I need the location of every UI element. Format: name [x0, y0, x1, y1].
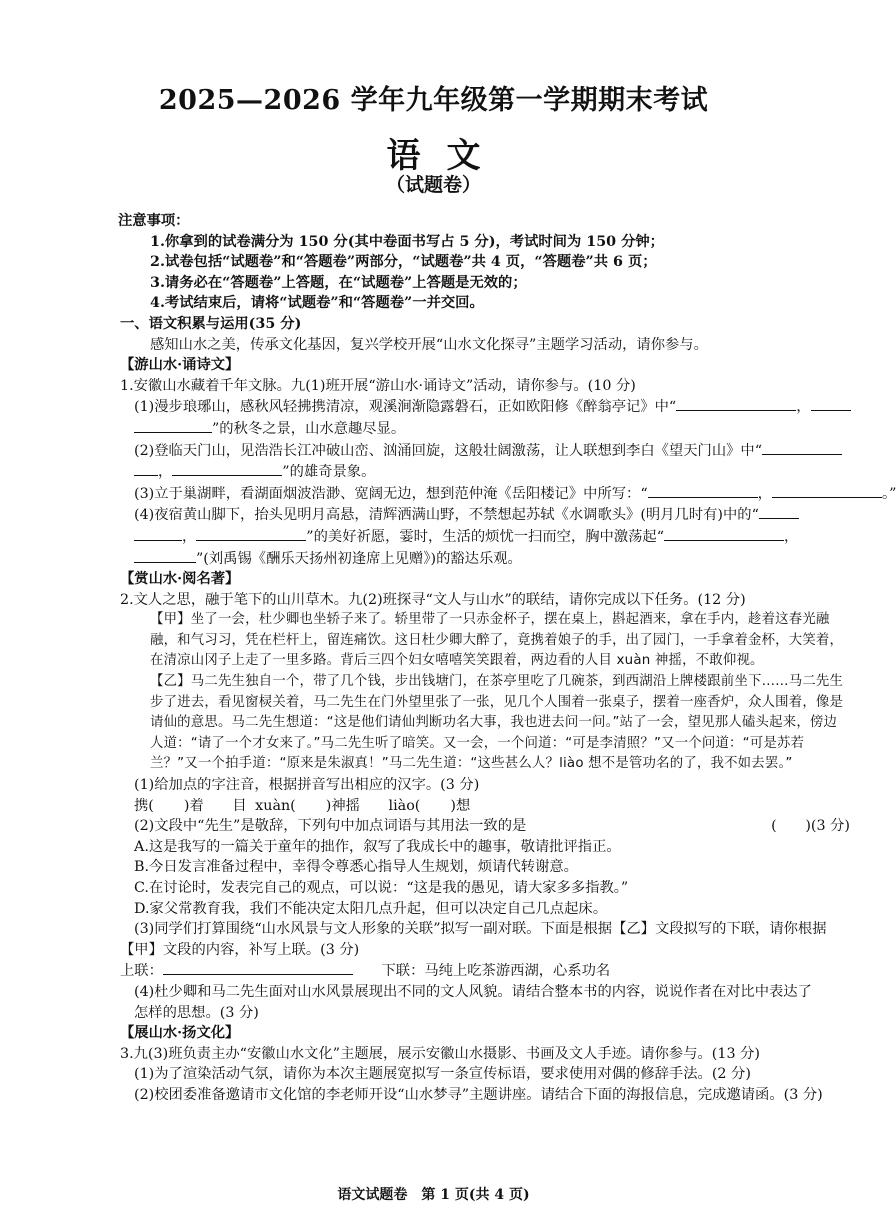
question-3: 3.九(3)班负责主办“安徽山水文化”主题展，展示安徽山水摄影、书画及文人手迹。请你参与。(13 分): [120, 1045, 760, 1062]
answer-blank[interactable]: [134, 418, 212, 433]
q2-3-line1: (3)同学们打算围绕“山水风景与文人形象的关联”拟写一副对联。下面是根据【乙】文段拟写的下联，请你根据: [134, 921, 827, 938]
answer-blank[interactable]: [134, 461, 158, 476]
question-2: 2.文人之思，融于笔下的山川草木。九(2)班探寻“文人与山水”的联结，请你完成以下任务。(12 分): [120, 591, 746, 608]
lower-couplet: 下联：马纯上吃茶游西湖，心系功名: [381, 963, 611, 980]
answer-blank[interactable]: [759, 504, 799, 519]
option-b: B.今日发言准备过程中，幸得令尊悉心指导人生规划，烦请代转谢意。: [134, 859, 578, 876]
answer-blank[interactable]: [134, 548, 196, 563]
part1-heading: 一、语文积累与运用(35 分): [120, 315, 302, 332]
section-label-2: 【赏山水·阅名著】: [120, 571, 240, 588]
answer-blank[interactable]: [811, 396, 851, 411]
q2-1-items: 携( )着 目 xuàn( )神摇 liào( )想: [134, 797, 471, 814]
part1-intro: 感知山水之美，传承文化基因，复兴学校开展“山水文化探寻”主题学习活动，请你参与。: [150, 336, 708, 353]
q2-1: (1)给加点的字注音，根据拼音写出相应的汉字。(3 分): [134, 777, 480, 794]
q1-4-text: (4)夜宿黄山脚下，抬头见明月高悬，清辉洒满山野，不禁想起苏轼《水调歌头》(明月几时有)中的“: [134, 507, 759, 524]
page-footer: 语文试题卷 第 1 页(共 4 页): [337, 1187, 530, 1203]
exam-title: 2025—2026 学年九年级第一学期期末考试: [158, 85, 709, 116]
q2-4-line1: (4)杜少卿和马二先生面对山水风景展现出不同的文人风貌。请结合整本书的内容，说说作者在对比中表达了: [134, 983, 812, 1000]
answer-blank[interactable]: [648, 483, 758, 498]
q2-2-score: ( )(3 分): [771, 818, 850, 835]
answer-blank[interactable]: [762, 440, 842, 455]
q1-3-text: (3)立于巢湖畔，看湖面烟波浩渺、宽阔无边，想到范仲淹《岳阳楼记》中所写：“: [134, 485, 648, 502]
notice-item-1: 1.你拿到的试卷满分为 150 分(其中卷面书写占 5 分)，考试时间为 150 分钟；: [150, 233, 664, 250]
notice-item-2: 2.试卷包括“试题卷”和“答题卷”两部分，“试题卷”共 4 页，“答题卷”共 6 页；: [150, 254, 657, 271]
passage-a: 【甲】坐了一会，杜少卿也坐轿子来了。轿里带了一只赤金杯子，摆在桌上，斟起酒来，拿在手内，趁着这春光融融，和气习习，凭在栏杆上，留连痛饮。这日杜少卿大醉了，竟携着娘子的手，出了园门，一手拿着金杯，大笑着，在清凉山冈子上走了一里多路。背后三四个妇女嘻嘻笑笑跟着，两边看的人目 xuàn 神摇，不敢仰视。: [150, 612, 844, 669]
answer-blank[interactable]: [664, 526, 784, 541]
question-1: 1.安徽山水藏着千年文脉。九(1)班开展“游山水·诵诗文”活动，请你参与。(10 分): [120, 377, 636, 394]
q3-2: (2)校团委准备邀请市文化馆的李老师开设“山水梦寻”主题讲座。请结合下面的海报信息，完成邀请函。(3 分): [134, 1086, 823, 1103]
exam-body: 注意事项： 1.你拿到的试卷满分为 150 分(其中卷面书写占 5 分)，考试时间为 150 分钟； 2.试卷包括“试题卷”和“答题卷”两部分，“试题卷”共 4 页，“答题卷”共 6 页； 3.请务必在“答题卷”上答题，在“试题卷”上答题是无效的； 4.考试结束后，请将“试题卷”和“答题卷”一并交回。 一、语文积累与运用(35 分) 感知山水之美，传承文化基因，复兴学校开展“山水文化探寻”主题学习活动，请你参与。 【游山水·诵诗文】 1.安徽山水藏着千年文脉。九(1)班开展“游山水·诵诗文”活动，请你参与。(10 分) (1)漫步琅琊山，感秋风轻拂携清凉，观溪涧渐隐露磐石，正如欧阳修《醉翁亭记》中“ ， ”的秋冬之景，山水意趣尽显。 (2)登临天门山，见浩浩长江冲破山峦、汹涌回旋，这般壮阔激荡，让人联想到李白《望天门山》中“ ， ”的雄奇景象。 (3)立于巢湖畔，看湖面烟波浩渺、宽阔无边，想到范仲淹《岳阳楼记》中所写：“ ， 。” (4)夜宿黄山脚下，抬头见明月高悬，清辉洒满山野，不禁想起苏轼《水调歌头》(明月几时有)中的“ ， ”的美好祈愿，霎时，生活的烦忧一扫而空，胸中激荡起“ ， ”(刘禹锡《酬乐天扬州初逢席上见赠》)的豁达乐观。 【赏山水·阅名著】 2.文人之思，融于笔下的山川草木。九(2)班探寻“文人与山水”的联结，请你完成以下任务。(12 分) 【甲】坐了一会，杜少卿也坐轿子来了。轿里带了一只赤金杯子，摆在桌上，斟起酒来，拿在手内，趁着这春光融融，和气习习，凭在栏杆上，留连痛饮。这日杜少卿大醉了，竟携着娘子的手，出了园门，一手拿着金杯，大笑着，在清凉山冈子上走了一里多路。背后三四个妇女嘻嘻笑笑跟着，两边看的人目 xuàn 神摇，不敢仰视。 【乙】马二先生独自一个，带了几个钱，步出钱塘门，在茶亭里吃了几碗茶，到西湖沿上牌楼跟前坐下……马二先生步了进去，看见窗棂关着，马二先生在门外望里张了一张，见几个人围着一张桌子，摆着一座香炉，众人围着，像是请仙的意思。马二先生想道：“这是他们请仙判断功名大事，我也进去问一问。”站了一会，望见那人磕头起来，傍边人道：“请了一个才女来了。”马二先生听了暗笑。又一会，一个问道：“可是李清照？”又一个问道：“可是苏若兰？”又一个拍手道：“原来是朱淑真！”马二先生道：“这些甚么人？liào 想不是管功名的了，我不如去罢。” (1)给加点的字注音，根据拼音写出相应的汉字。(3 分) 携( )着 目 xuàn( )神摇 liào( )想 (2)文段中“先生”是敬辞，下列句中加点词语与其用法一致的是 ( )(3 分) A.这是我写的一篇关于童年的拙作，叙写了我成长中的趣事，敬请批评指正。 B.今日发言准备过程中，幸得令尊悉心指导人生规划，烦请代转谢意。 C.在讨论时，发表完自己的观点，可以说：“这是我的愚见，请大家多多指教。” D.家父常教育我，我们不能决定太阳几点升起，但可以决定自己几点起床。 (3)同学们打算围绕“山水风景与文人形象的关联”拟写一副对联。下面是根据【乙】文段拟写的下联，请你根据 【甲】文段的内容，补写上联。(3 分) 上联： 下联：马纯上吃茶游西湖，心系功名 (4)杜少卿和马二先生面对山水风景展现出不同的文人风貌。请结合整本书的内容，说说作者在对比中表达了 怎样的思想。(3 分) 【展山水·扬文化】 3.九(3)班负责主办“安徽山水文化”主题展，展示安徽山水摄影、书画及文人手迹。请你参与。(13 分) (1)为了渲染活动气氛，请你为本次主题展宽拟写一条宣传标语，要求使用对偶的修辞手法。(2 分) (2)校团委准备邀请市文化馆的李老师开设“山水梦寻”主题讲座。请结合下面的海报信息，完成邀请函。(3 分): [120, 211, 850, 1106]
notice-item-3: 3.请务必在“答题卷”上答题，在“试题卷”上答题是无效的；: [150, 274, 527, 291]
option-a: A.这是我写的一篇关于童年的拙作，叙写了我成长中的趣事，敬请批评指正。: [134, 838, 621, 855]
notice-heading: 注意事项：: [118, 213, 190, 229]
section-label-1: 【游山水·诵诗文】: [120, 357, 240, 374]
option-d: D.家父常教育我，我们不能决定太阳几点升起，但可以决定自己几点起床。: [134, 900, 607, 917]
q1-2-text: (2)登临天门山，见浩浩长江冲破山峦、汹涌回旋，这般壮阔激荡，让人联想到李白《望天门山》中“: [134, 442, 763, 459]
upper-couplet-label: 上联：: [120, 963, 163, 980]
paper-type: （试题卷）: [385, 174, 481, 196]
subject-title: 语文: [386, 136, 507, 176]
section-label-3: 【展山水·扬文化】: [120, 1025, 240, 1042]
option-c: C.在讨论时，发表完自己的观点，可以说：“这是我的愚见，请大家多多指教。”: [134, 880, 629, 896]
upper-couplet-blank[interactable]: [163, 960, 353, 975]
notice-item-4: 4.考试结束后，请将“试题卷”和“答题卷”一并交回。: [150, 295, 484, 312]
q2-2: (2)文段中“先生”是敬辞，下列句中加点词语与其用法一致的是: [134, 818, 527, 835]
q1-1-end: ”的秋冬之景，山水意趣尽显。: [212, 420, 406, 437]
answer-blank[interactable]: [134, 526, 182, 541]
answer-blank[interactable]: [196, 526, 306, 541]
q1-4-mid: ”的美好祈愿，霎时，生活的烦忧一扫而空，胸中激荡起“: [306, 528, 665, 545]
q1-1-text: (1)漫步琅琊山，感秋风轻拂携清凉，观溪涧渐隐露磐石，正如欧阳修《醉翁亭记》中“: [134, 399, 677, 416]
q1-2-end: ”的雄奇景象。: [282, 464, 376, 481]
q2-3-line2: 【甲】文段的内容，补写上联。(3 分): [120, 941, 360, 958]
q3-1: (1)为了渲染活动气氛，请你为本次主题展宽拟写一条宣传标语，要求使用对偶的修辞手法。(2 分): [134, 1066, 751, 1083]
answer-blank[interactable]: [676, 396, 796, 411]
passage-b: 【乙】马二先生独自一个，带了几个钱，步出钱塘门，在茶亭里吃了几碗茶，到西湖沿上牌楼跟前坐下……马二先生步了进去，看见窗棂关着，马二先生在门外望里张了一张，见几个人围着一张桌子，摆着一座香炉，众人围着，像是请仙的意思。马二先生想道：“这是他们请仙判断功名大事，我也进去问一问。”站了一会，望见那人磕头起来，傍边人道：“请了一个才女来了。”马二先生听了暗笑。又一会，一个问道：“可是李清照？”又一个问道：“可是苏若兰？”又一个拍手道：“原来是朱淑真！”马二先生道：“这些甚么人？liào 想不是管功名的了，我不如去罢。”: [150, 674, 844, 772]
q2-4-line2: 怎样的思想。(3 分): [134, 1004, 259, 1021]
q1-4-end: ”(刘禹锡《酬乐天扬州初逢席上见赠》)的豁达乐观。: [196, 550, 522, 567]
answer-blank[interactable]: [172, 461, 282, 476]
answer-blank[interactable]: [772, 483, 882, 498]
